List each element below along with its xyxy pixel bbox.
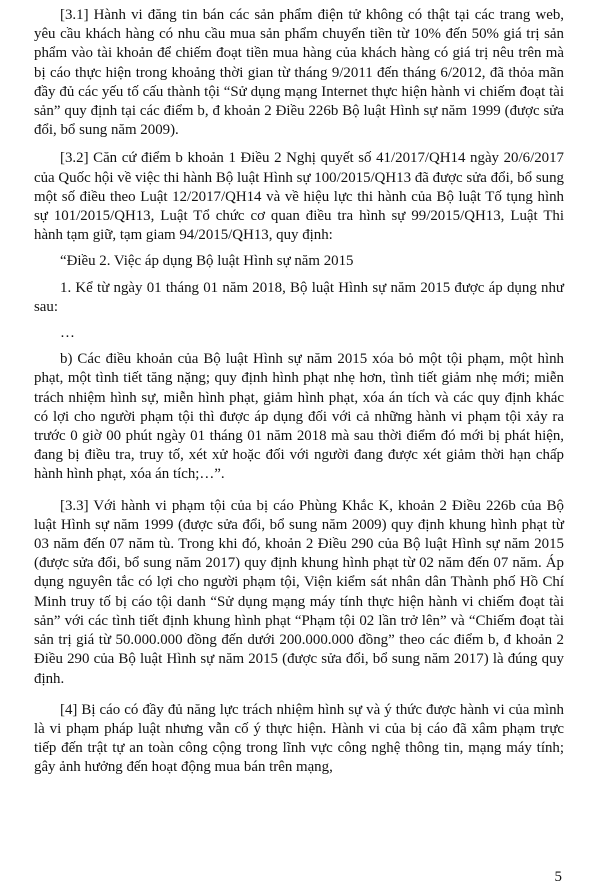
paragraph-3-2: [3.2] Căn cứ điểm b khoản 1 Điều 2 Nghị quyết số 41/2017/QH14 ngày 20/6/2017 của Quốc hội về việc thi hành Bộ luật Hình sự 100/2015/QH13 đã được sửa đổi, bổ sung một số điều theo Luật 12/2017/QH14 và về hiệu lực thi hành của Bộ luật Tố tụng hình sự 101/2015/QH13, Luật Tổ chức cơ quan điều tra hình sự 99/2015/QH13, Luật Thi hành tạm giữ, tạm giam 94/2015/QH13, quy định: [34,150,564,244]
ellipsis-line: … [60,325,75,342]
page-number: 5 [554,869,562,885]
quoted-point-b: b) Các điều khoản của Bộ luật Hình sự năm 2015 xóa bỏ một tội phạm, một hình phạt, một tình tiết tăng nặng; quy định hình phạt nhẹ hơn, tình tiết giảm nhẹ mới; miễn trách nhiệm hình sự, miễn hình phạt, giảm hình phạt, xóa án tích và các quy định khác có lợi cho người phạm tội thì được áp dụng đối với cả những hành vi phạm tội xảy ra trước 0 giờ 00 phút ngày 01 tháng 01 năm 2018 mà sau thời điểm đó mới bị phát hiện, đang bị điều tra, truy tố, xét xử hoặc đối với người đang được xét giảm thời hạn chấp hành hình phạt, xóa án tích;…”. [34,351,564,483]
paragraph-3-1: [3.1] Hành vi đăng tin bán các sản phẩm điện tử không có thật tại các trang web, yêu cầu khách hàng có nhu cầu mua sản phẩm chuyển tiền từ 10% đến 50% giá trị sản phẩm vào tài khoản để chiếm đoạt tiền mua hàng của khách hàng có giá trị nêu trên mà bị cáo thực hiện trong khoảng thời gian từ tháng 9/2011 đến tháng 6/2012, đã thỏa mãn đầy đủ các yếu tố cấu thành tội “Sử dụng mạng Internet thực hiện hành vi chiếm đoạt tài sản” quy định tại các điểm b, đ khoản 2 Điều 226b Bộ luật Hình sự năm 1999 (được sửa đổi, bổ sung năm 2009). [34,7,564,139]
paragraph-3-3: [3.3] Với hành vi phạm tội của bị cáo Phùng Khắc K, khoản 2 Điều 226b của Bộ luật Hình sự năm 1999 (được sửa đổi, bổ sung năm 2009) quy định khung hình phạt từ 03 năm đến 07 năm tù. Trong khi đó, khoản 2 Điều 290 của Bộ luật Hình sự năm 2015 (được sửa đổi, bổ sung năm 2017) quy định khung hình phạt từ 02 năm đến 07 năm. Áp dụng nguyên tắc có lợi cho người phạm tội, Viện kiểm sát nhân dân Thành phố Hồ Chí Minh truy tố bị cáo tội danh “Sử dụng mạng máy tính thực hiện hành vi chiếm đoạt tài sản” với các tình tiết định khung hình phạt “Phạm tội 02 lần trở lên” và “Chiếm đoạt tài sản trị giá từ 50.000.000 đồng đến dưới 200.000.000 đồng” theo các điểm b, đ khoản 2 Điều 290 của Bộ luật Hình sự năm 2015 (được sửa đổi, bổ sung năm 2017) là đúng quy định. [34,497,564,687]
quoted-clause-1: 1. Kể từ ngày 01 tháng 01 năm 2018, Bộ luật Hình sự năm 2015 được áp dụng như sau: [34,279,564,315]
quoted-article-heading: “Điều 2. Việc áp dụng Bộ luật Hình sự năm 2015 [60,253,354,270]
paragraph-4: [4] Bị cáo có đầy đủ năng lực trách nhiệm hình sự và ý thức được hành vi của mình là vi phạm pháp luật nhưng vẫn cố ý thực hiện. Hành vi của bị cáo đã xâm phạm trực tiếp đến trật tự an toàn công cộng trong lĩnh vực công nghệ thông tin, mạng máy tính; gây ảnh hưởng đến hoạt động mua bán trên mạng, [34,701,564,776]
document-page [34,6,564,778]
